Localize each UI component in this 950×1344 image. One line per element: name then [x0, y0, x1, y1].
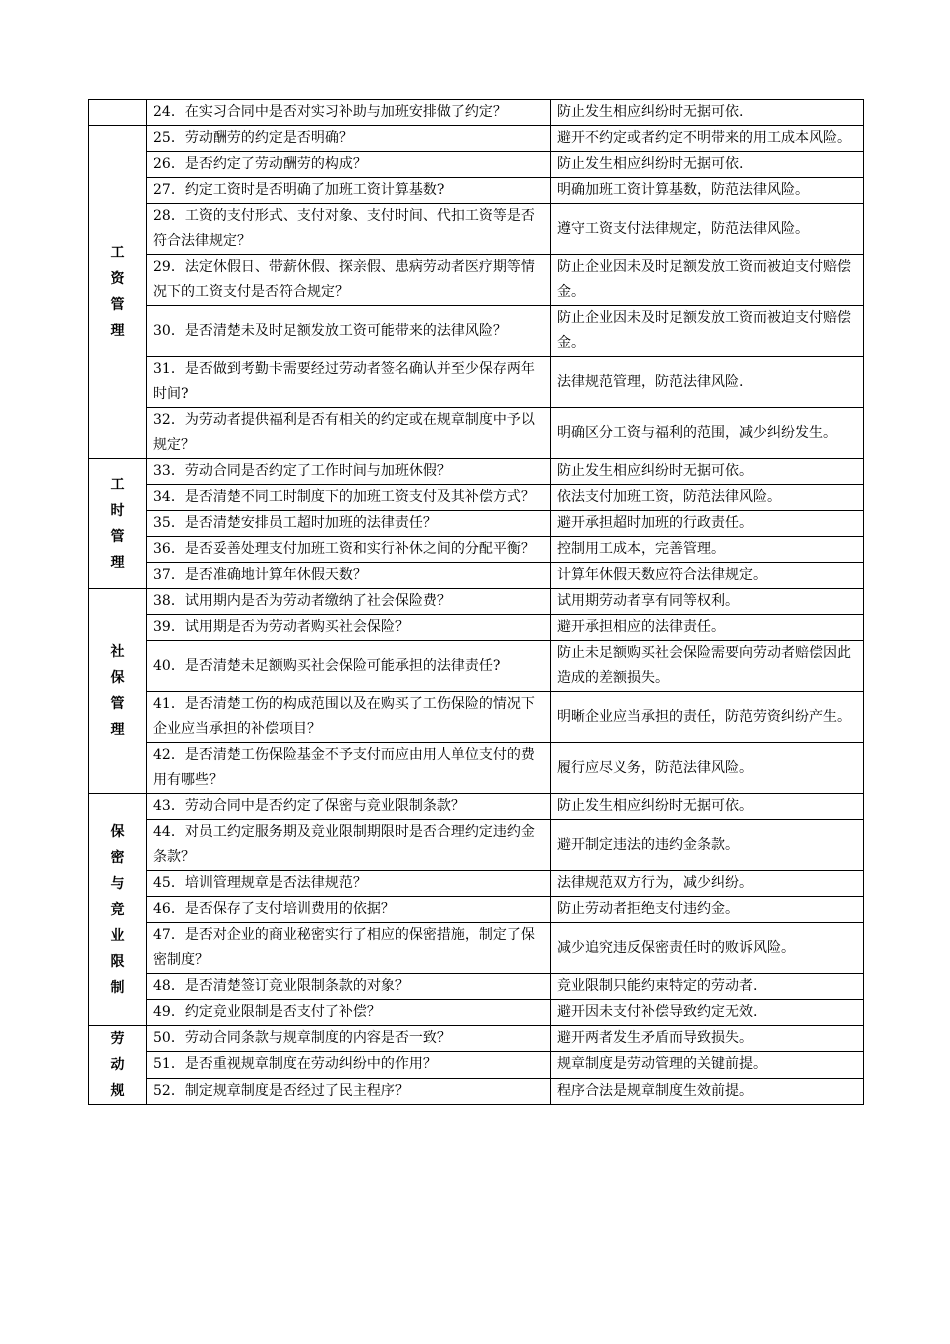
- answer-cell: 竞业限制只能约束特定的劳动者.: [551, 974, 864, 1000]
- question-cell: 36．是否妥善处理支付加班工资和实行补休之间的分配平衡？: [147, 537, 551, 563]
- question-cell: 46．是否保存了支付培训费用的依据？: [147, 897, 551, 923]
- answer-cell: 避开不约定或者约定不明带来的用工成本风险。: [551, 126, 864, 152]
- answer-cell: 防止发生相应纠纷时无据可依.: [551, 152, 864, 178]
- question-cell: 25．劳动酬劳的约定是否明确？: [147, 126, 551, 152]
- question-cell: 34．是否清楚不同工时制度下的加班工资支付及其补偿方式？: [147, 485, 551, 511]
- table-row: [89, 1052, 864, 1078]
- table-row: [89, 485, 864, 511]
- table-row: [89, 923, 864, 974]
- table-row: [89, 1026, 864, 1052]
- table-row: [89, 511, 864, 537]
- question-cell: 30．是否清楚未及时足额发放工资可能带来的法律风险？: [147, 306, 551, 357]
- table-row: [89, 178, 864, 204]
- answer-cell: 避开制定违法的违约金条款。: [551, 820, 864, 871]
- question-cell: 40．是否清楚未足额购买社会保险可能承担的法律责任?: [147, 641, 551, 692]
- table-row: [89, 974, 864, 1000]
- answer-cell: 明确区分工资与福利的范围，减少纠纷发生。: [551, 408, 864, 459]
- table-row: [89, 100, 864, 126]
- question-cell: 31．是否做到考勤卡需要经过劳动者签名确认并至少保存两年时间?: [147, 357, 551, 408]
- question-cell: 41．是否清楚工伤的构成范围以及在购买了工伤保险的情况下企业应当承担的补偿项目？: [147, 692, 551, 743]
- answer-cell: 遵守工资支付法律规定，防范法律风险。: [551, 204, 864, 255]
- answer-cell: 程序合法是规章制度生效前提。: [551, 1078, 864, 1104]
- table-row: [89, 615, 864, 641]
- answer-cell: 防止企业因未及时足额发放工资而被迫支付赔偿金。: [551, 306, 864, 357]
- table-row: [89, 204, 864, 255]
- answer-cell: 避开承担超时加班的行政责任。: [551, 511, 864, 537]
- question-cell: 50．劳动合同条款与规章制度的内容是否一致？: [147, 1026, 551, 1052]
- table-row: [89, 459, 864, 485]
- table-row: [89, 794, 864, 820]
- question-cell: 44．对员工约定服务期及竞业限制期限时是否合理约定违约金条款？: [147, 820, 551, 871]
- table-row: [89, 152, 864, 178]
- checklist-body: [89, 100, 864, 1105]
- table-row: [89, 589, 864, 615]
- question-cell: 49．约定竞业限制是否支付了补偿？: [147, 1000, 551, 1026]
- answer-cell: 防止发生相应纠纷时无据可依。: [551, 794, 864, 820]
- question-cell: 51．是否重视规章制度在劳动纠纷中的作用？: [147, 1052, 551, 1078]
- table-row: [89, 641, 864, 692]
- answer-cell: 试用期劳动者享有同等权利。: [551, 589, 864, 615]
- question-cell: 27．约定工资时是否明确了加班工资计算基数?: [147, 178, 551, 204]
- category-cell: [89, 1026, 147, 1105]
- table-row: [89, 1000, 864, 1026]
- question-cell: 29．法定休假日、带薪休假、探亲假、患病劳动者医疗期等情况下的工资支付是否符合规定？: [147, 255, 551, 306]
- answer-cell: 避开承担相应的法律责任。: [551, 615, 864, 641]
- answer-cell: 规章制度是劳动管理的关键前提。: [551, 1052, 864, 1078]
- answer-cell: 防止发生相应纠纷时无据可依。: [551, 459, 864, 485]
- table-row: [89, 126, 864, 152]
- question-cell: 33．劳动合同是否约定了工作时间与加班休假？: [147, 459, 551, 485]
- table-row: [89, 255, 864, 306]
- question-cell: 37．是否准确地计算年休假天数？: [147, 563, 551, 589]
- question-cell: 28．工资的支付形式、支付对象、支付时间、代扣工资等是否符合法律规定？: [147, 204, 551, 255]
- category-label: 社保管理: [110, 644, 125, 738]
- table-row: [89, 1078, 864, 1104]
- category-cell: [89, 100, 147, 126]
- table-row: [89, 871, 864, 897]
- answer-cell: 防止企业因未及时足额发放工资而被迫支付赔偿金。: [551, 255, 864, 306]
- question-cell: 39．试用期是否为劳动者购买社会保险？: [147, 615, 551, 641]
- answer-cell: 防止未足额购买社会保险需要向劳动者赔偿因此造成的差额损失。: [551, 641, 864, 692]
- table-row: [89, 897, 864, 923]
- table-row: [89, 820, 864, 871]
- answer-cell: 避开两者发生矛盾而导致损失。: [551, 1026, 864, 1052]
- question-cell: 52．制定规章制度是否经过了民主程序？: [147, 1078, 551, 1104]
- category-label: 保密与竞业限制: [110, 823, 125, 996]
- table-row: [89, 408, 864, 459]
- table-row: [89, 306, 864, 357]
- checklist-table: [88, 99, 864, 1105]
- category-cell: [89, 459, 147, 589]
- answer-cell: 避开因未支付补偿导致约定无效.: [551, 1000, 864, 1026]
- question-cell: 48．是否清楚签订竞业限制条款的对象？: [147, 974, 551, 1000]
- question-cell: 45．培训管理规章是否法律规范？: [147, 871, 551, 897]
- question-cell: 32．为劳动者提供福利是否有相关的约定或在规章制度中予以规定？: [147, 408, 551, 459]
- question-cell: 26．是否约定了劳动酬劳的构成？: [147, 152, 551, 178]
- answer-cell: 控制用工成本，完善管理。: [551, 537, 864, 563]
- table-row: [89, 357, 864, 408]
- category-cell: [89, 126, 147, 459]
- answer-cell: 依法支付加班工资，防范法律风险。: [551, 485, 864, 511]
- question-cell: 38．试用期内是否为劳动者缴纳了社会保险费？: [147, 589, 551, 615]
- category-cell: [89, 589, 147, 794]
- table-row: [89, 537, 864, 563]
- answer-cell: 明确加班工资计算基数，防范法律风险。: [551, 178, 864, 204]
- category-label: 工资管理: [110, 245, 125, 339]
- category-cell: [89, 794, 147, 1026]
- category-label: 劳动规: [110, 1031, 125, 1099]
- table-row: [89, 563, 864, 589]
- category-label: 工时管理: [110, 476, 125, 571]
- question-cell: 35．是否清楚安排员工超时加班的法律责任？: [147, 511, 551, 537]
- question-cell: 43．劳动合同中是否约定了保密与竞业限制条款？: [147, 794, 551, 820]
- table-row: [89, 692, 864, 743]
- answer-cell: 防止发生相应纠纷时无据可依.: [551, 100, 864, 126]
- question-cell: 24．在实习合同中是否对实习补助与加班安排做了约定？: [147, 100, 551, 126]
- answer-cell: 法律规范管理，防范法律风险.: [551, 357, 864, 408]
- question-cell: 47．是否对企业的商业秘密实行了相应的保密措施，制定了保密制度？: [147, 923, 551, 974]
- answer-cell: 履行应尽义务，防范法律风险。: [551, 743, 864, 794]
- question-cell: 42．是否清楚工伤保险基金不予支付而应由用人单位支付的费用有哪些？: [147, 743, 551, 794]
- answer-cell: 减少追究违反保密责任时的败诉风险。: [551, 923, 864, 974]
- table-row: [89, 743, 864, 794]
- answer-cell: 法律规范双方行为，减少纠纷。: [551, 871, 864, 897]
- answer-cell: 计算年休假天数应符合法律规定。: [551, 563, 864, 589]
- answer-cell: 明晰企业应当承担的责任，防范劳资纠纷产生。: [551, 692, 864, 743]
- answer-cell: 防止劳动者拒绝支付违约金。: [551, 897, 864, 923]
